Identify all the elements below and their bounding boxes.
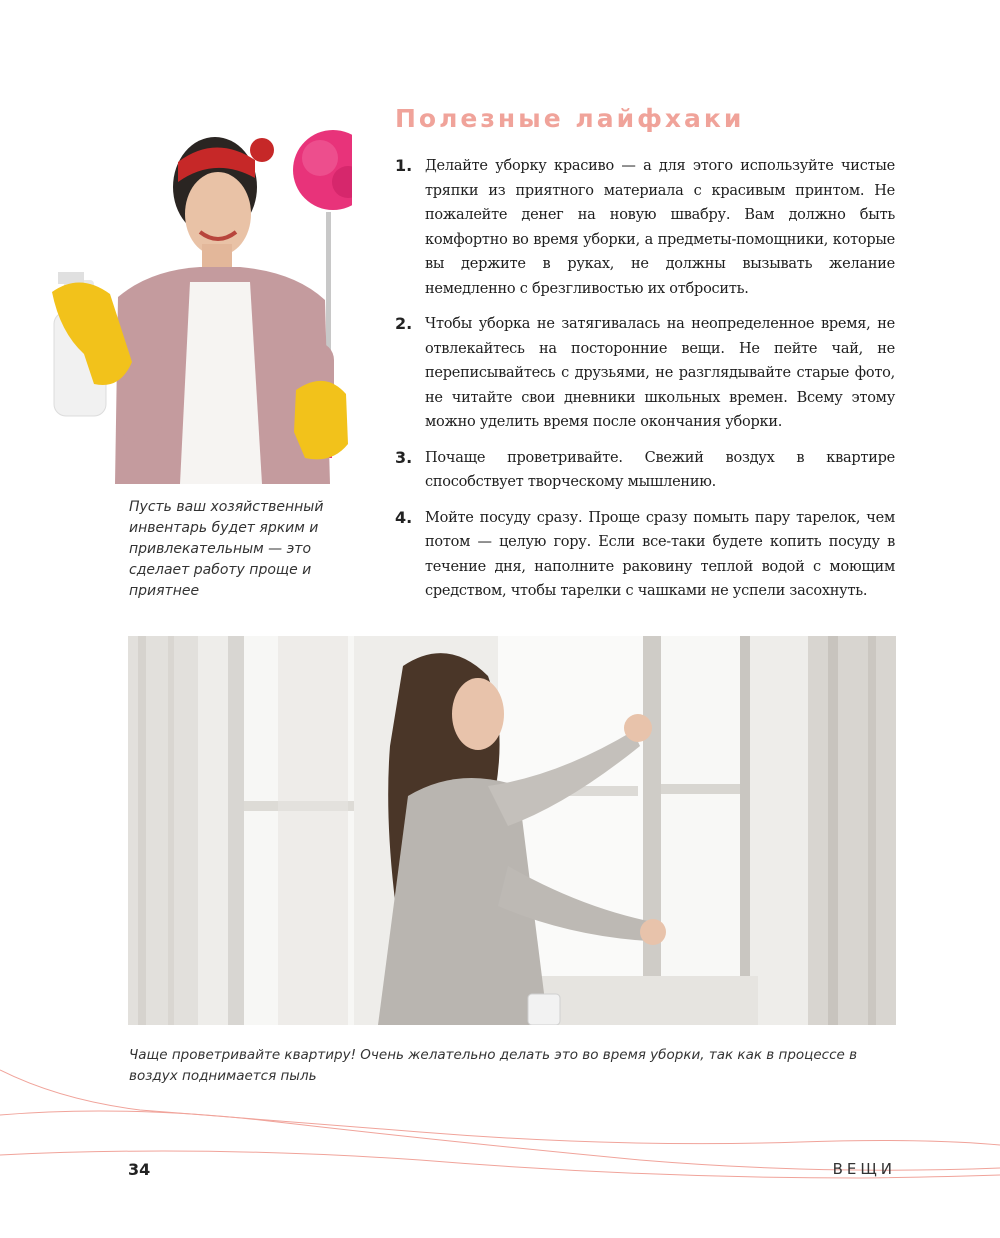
- tip-item: [395, 312, 895, 435]
- section-heading: Полезные лайфхаки: [395, 104, 745, 133]
- tips-list: [395, 154, 895, 615]
- tip-text: Мойте посуду сразу. Проще сразу помыть пару тарелок, чем потом — целую гору. Если все-таки будете копить посуду в течение дня, наполните раковину теплой водой с моющим средством, чтобы тарелки с чашками не успели засохнуть.: [425, 509, 895, 599]
- tip-text: Почаще проветривайте. Свежий воздух в квартире способствует творческому мышлению.: [425, 449, 895, 490]
- tip-number: 3.: [395, 447, 413, 467]
- page-number: 34: [128, 1160, 151, 1179]
- window-woman-photo: [128, 636, 896, 1025]
- tip-text: Делайте уборку красиво — а для этого используйте чистые тряпки из приятного материала с красивым принтом. Не пожалейте денег на новую швабру. Вам должно быть комфортно во время уборки, а предметы-помощники, которые вы держите в руках, не должны вызывать желание немедленно с брезгливостью их отбросить.: [425, 158, 895, 297]
- cleaning-woman-photo: [50, 122, 352, 484]
- tip-number: 2.: [395, 314, 413, 333]
- tip-text: Чтобы уборка не затягивалась на неопределенное время, не отвлекайтесь на посторонние вещи. Не пейте чай, не переписывайтесь с друзьями, не разглядывайте старые фото, не читайте свои дневники школьных времен. Всему этому можно уделить время после окончания уборки.: [425, 316, 895, 430]
- tip-item: [395, 154, 895, 301]
- section-title: ВЕЩИ: [832, 1160, 896, 1178]
- tip-item: [395, 446, 895, 495]
- tip-number: 1.: [395, 156, 413, 175]
- tip-number: 4.: [395, 507, 413, 527]
- bottom-photo-caption: Чаще проветривайте квартиру! Очень желательно делать это во время уборки, так как в процессе в воздух поднимается пыль: [129, 1047, 858, 1084]
- tip-item: [395, 506, 895, 604]
- top-photo-caption: Пусть ваш хозяйственный инвентарь будет ярким и привлекательным — это сделает работу проще и приятнее: [129, 499, 324, 599]
